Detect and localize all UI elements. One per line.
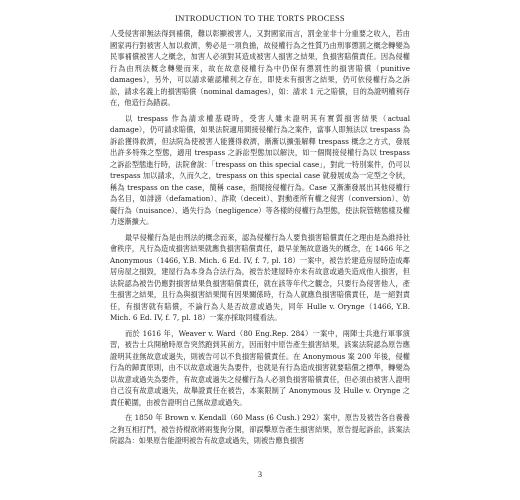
paragraph: 在 1850 年 Brown v. Kendall（60 Mass (6 Cush.) 292）案中，原告及被告各自養養之狗互相打鬥，被告持棍欲將兩隻狗分開，卻誤擊原告產生損害結果，原告提起訴訟，該案法院認為：如果原告能證明被告有故意或過失，則被告應負損害 <box>110 413 410 445</box>
paragraph: 以 trespass 作為請求權基礎時，受害人雖未證明其有實質損害結果（actual damage），仍可請求賠償，如果法院適用間接侵權行為之案件，當事人即無法以 trespass 為訴訟獲得救濟，但法院為使被害人能獲得救濟，漸漸以擴張解釋 trespass 概念之方式，發展出許多特殊之型態，適用 trespass 之訴訟型態加以解決，如一個間接侵權行為以 trespass 之訴訟型態進行時，法院會說：「trespass on this special case」，對此一特別案件，仍可以 trespass 加以請求，久而久之，trespass on this special case 就發展成為一定型之令狀，稱為 trespass on the case，簡稱 case，指間接侵權行為。Case 又漸漸發展出其他侵權行為名目，如誹謗（defamation）、詐欺（deceit）、對動產所有權之侵害（conversion）、妨礙行為（nuisance）、過失行為（negligence）等各樣的侵權行為型態，使法院管轄態樣及權力逐漸擴大。 <box>110 113 410 226</box>
body-text <box>110 28 410 451</box>
paragraph: 人受侵害卻無法得到補償，難以彰顯被害人，又對國家而言，罰金並非十分重要之收入，若由國家再行對被害人加以救濟，勢必是一項負擔，故侵權行為之性質乃由刑事懲罰之概念轉變為民事補償被害人之概念，加害人必須對其造成被害人損害之結果，負損害賠償責任。因為侵權行為由刑法概念轉變而來，故在故意侵權行為中仍保有懲罰性的損害賠償（punitive damages），另外，可以請求確認權利之存在，即使未有損害之結果，仍可依侵權行為之訴訟，請求名義上的損害賠償（nominal damages），如：請求 1 元之賠償，目的為證明權利存在，他造行為錯誤。 <box>110 29 410 107</box>
page-number: 3 <box>258 470 262 479</box>
paragraph: 最早侵權行為是由刑法的概念而來，認為侵權行為人要負損害賠償責任之理由是為維持社會秩序，凡行為造成損害結果就應負損害賠償責任，最早並無故意過失的概念，在 1466 年之 Anonymous（1466, Y.B. Mich. 6 Ed. IV, f. 7, pl. 18）一案中，被告於建造房屋時造成鄰居房屋之損毀，建屋行為本身為合法行為，被告於建屋時亦未有故意或過失造成他人損害，但法院認為被告仍應對損害結果負損害賠償責任，就在該等年代之觀念，只要行為侵害他人，產生損害之結果，且行為與損害結果間有因果關係時，行為人就應負損害賠償責任，是一絕對責任，有損害就有賠償，不論行為人是否故意或過失，同年 Hulle v. Orynge（1466, Y.B. Mich. 6 Ed. IV, f. 7, pl. 18）一案亦採取同樣看法。 <box>110 232 410 322</box>
paragraph: 而於 1616 年，Weaver v. Ward（80 Eng.Rep. 284）一案中，兩陣士兵進行軍事演習，被告士兵開槍時原告突然跑到其前方，因而射中原告產生損害結果，該案法院認為原告應證明其並無故意或過失，則被告可以不負損害賠償責任。在 Anonymous 案 200 年後，侵權行為的歸責原則，由不以故意或過失為要件，也就是有行為造成損害就要賠償之標準，轉變為以故意或過失為要件，有故意或過失之侵權行為人必須負損害賠償責任，但必須由被害人證明自己沒有故意或過失，故舉證責任在被告，本案限制了 Anonymous 及 Hulle v. Orynge 之責任範圍，由被告證明自己無故意或過失。 <box>110 328 410 407</box>
running-title: INTRODUCTION TO THE TORTS PROCESS <box>175 13 345 23</box>
